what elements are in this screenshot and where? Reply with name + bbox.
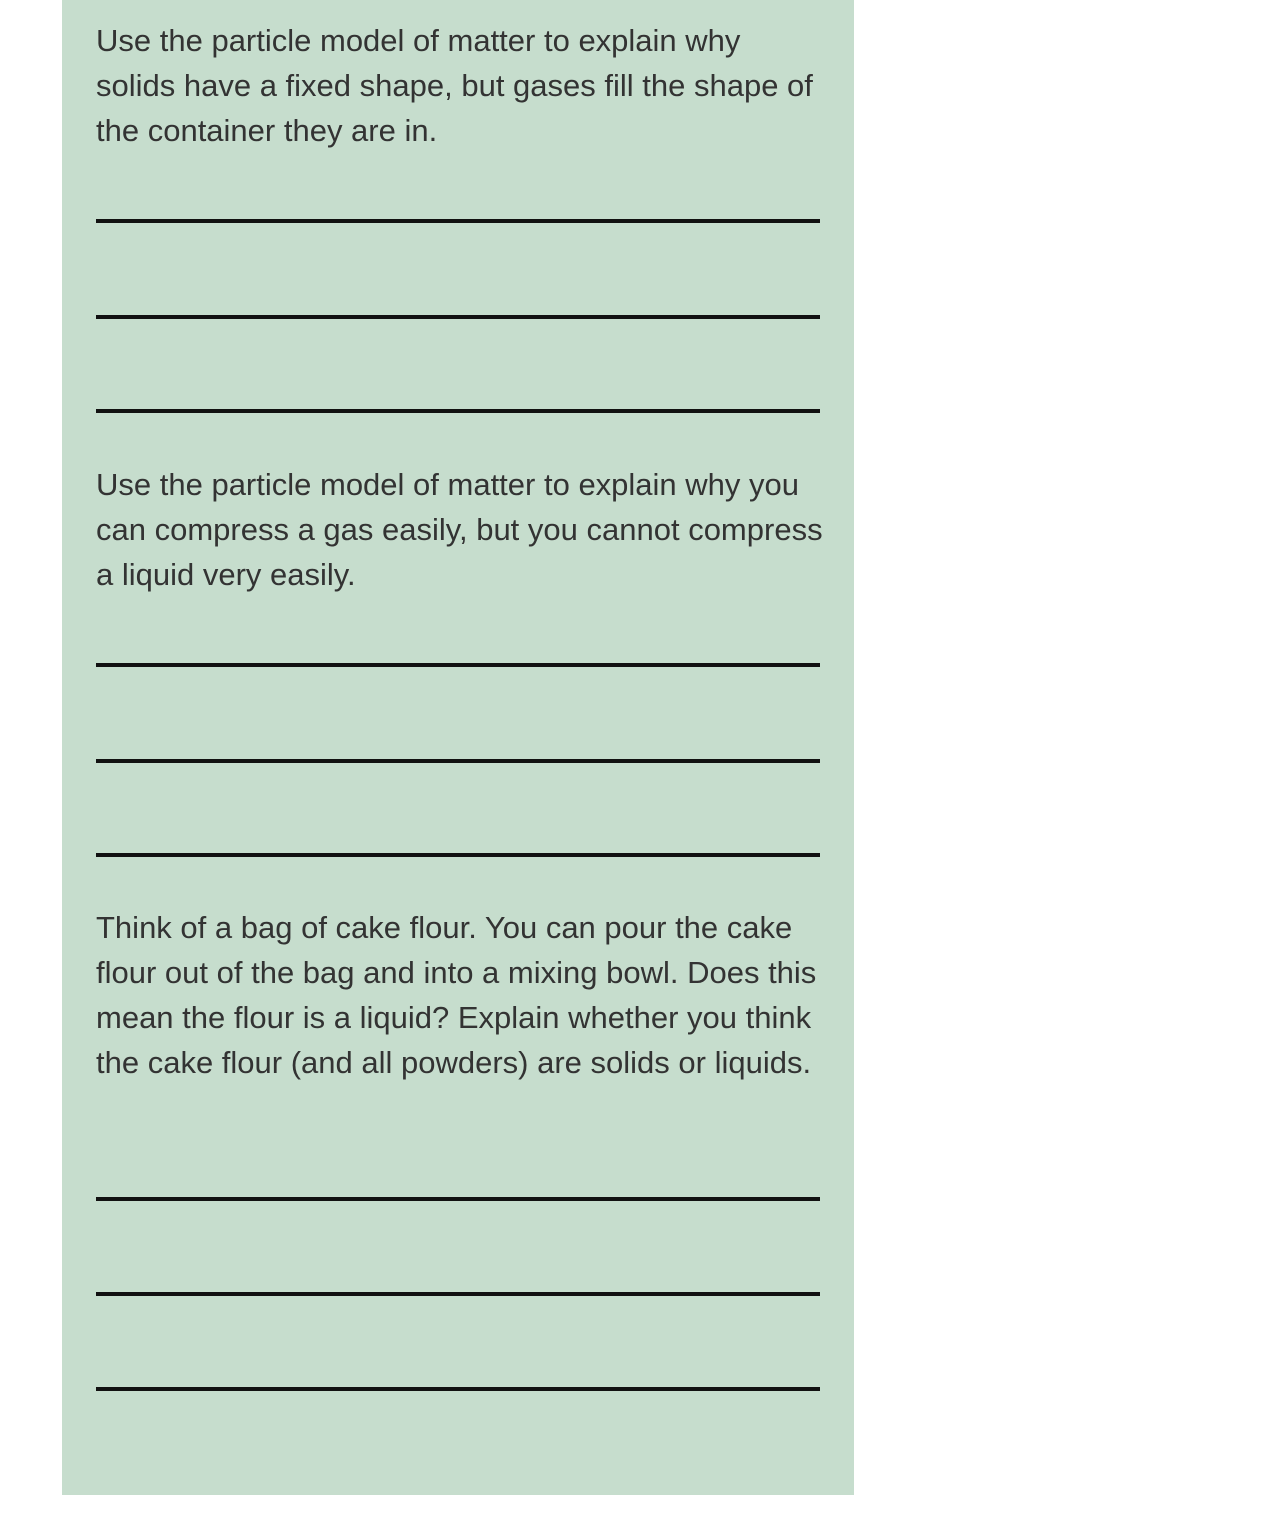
question-3-answer-line-2[interactable] — [96, 1292, 820, 1296]
question-2-answer-line-3[interactable] — [96, 853, 820, 857]
question-1-answer-line-3[interactable] — [96, 409, 820, 413]
question-2-answer-line-2[interactable] — [96, 759, 820, 763]
question-1-answer-line-1[interactable] — [96, 219, 820, 223]
question-3-text: Think of a bag of cake flour. You can pour the cake flour out of the bag and into a mixing bowl. Does this mean the flour is a liquid? Explain whether you think the cake flour (and all powders) are solids or liquids. — [96, 910, 817, 1080]
question-3-answer-line-3[interactable] — [96, 1387, 820, 1391]
question-3-answer-line-1[interactable] — [96, 1197, 820, 1201]
question-1-text: Use the particle model of matter to explain why solids have a fixed shape, but gases fill the shape of the container they are in. — [96, 23, 813, 148]
worksheet-panel — [62, 0, 854, 1495]
question-1-answer-line-2[interactable] — [96, 315, 820, 319]
question-2-answer-line-1[interactable] — [96, 663, 820, 667]
question-2-text: Use the particle model of matter to explain why you can compress a gas easily, but you cannot compress a liquid very easily. — [96, 467, 823, 592]
